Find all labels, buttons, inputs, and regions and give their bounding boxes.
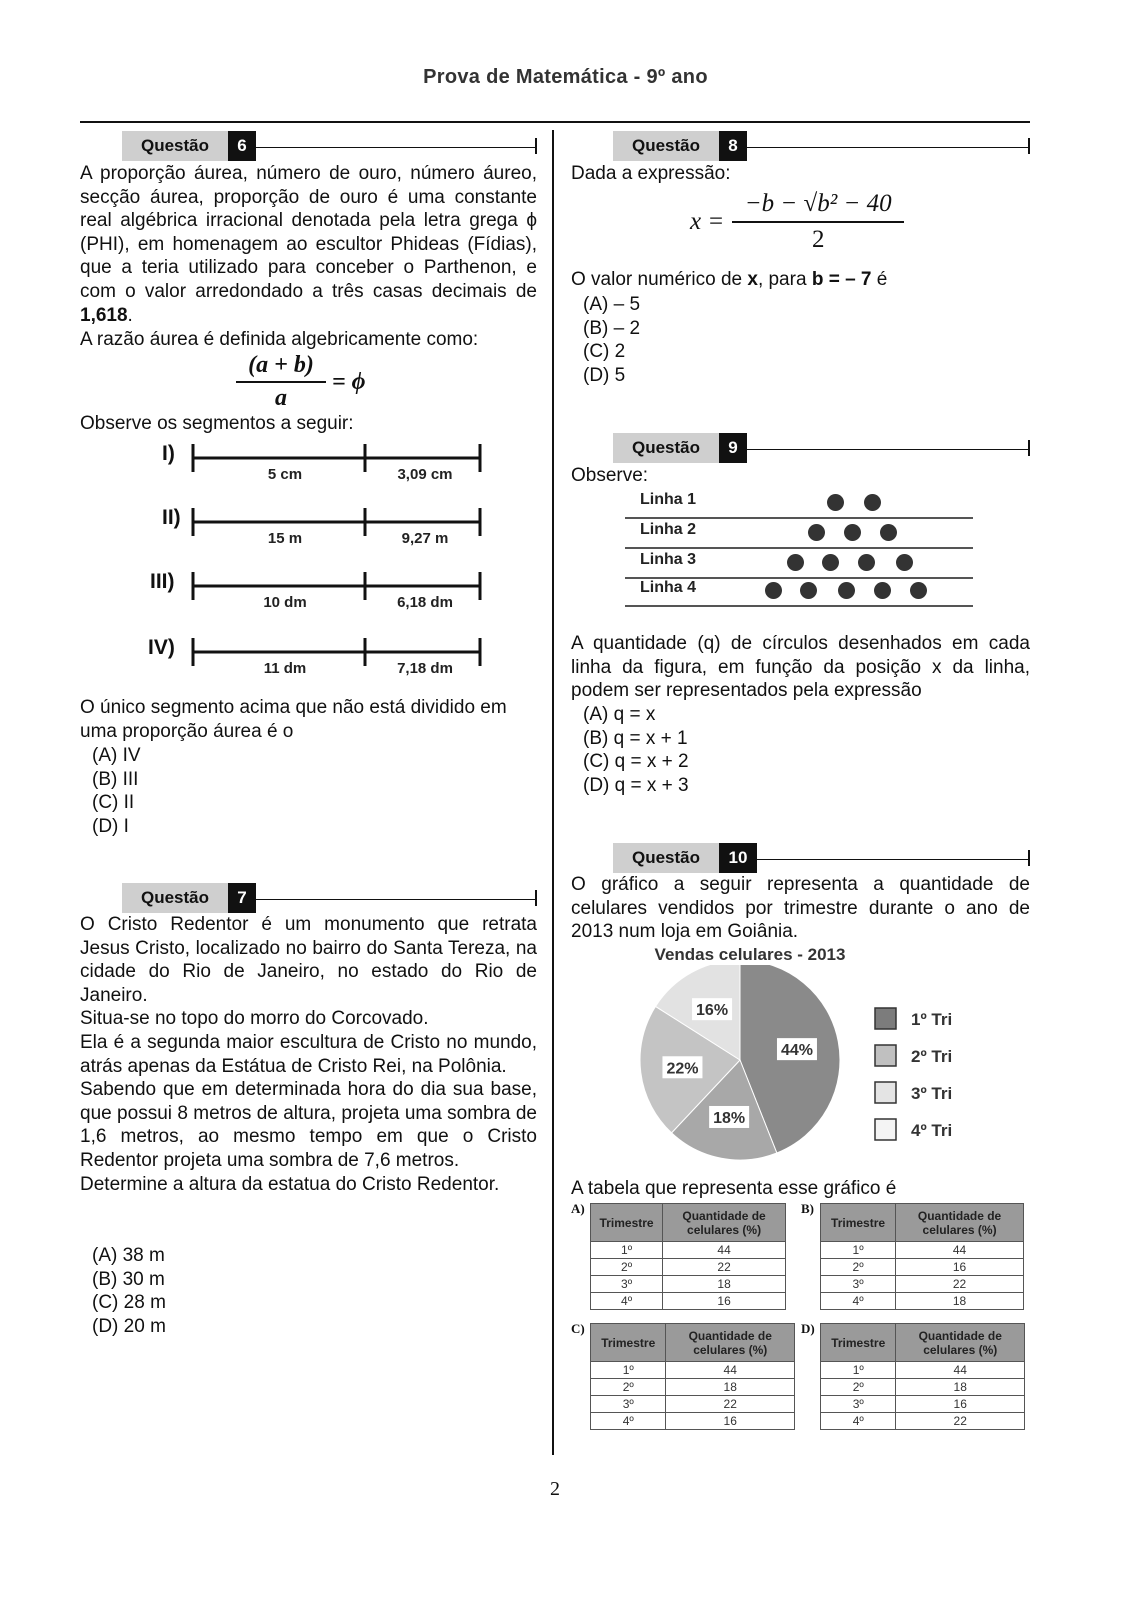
- q6-text: A proporção áurea, número de ouro, número áureo, secção áurea, proporção de ouro é uma constante real algébrica irracional denotada pela letra grega ϕ (PHI), em homenagem ao escultor Phideas (Fídias), que a teria utilizado para conceber o Parthenon, e com o valor arredondado a três casas decimais de: [80, 163, 537, 302]
- table-row: [821, 1379, 1025, 1396]
- cell-trimestre: 1º: [591, 1362, 666, 1379]
- table-letter[interactable]: C): [571, 1321, 585, 1336]
- header-divider: [80, 121, 1030, 123]
- header-rule-end: [1028, 440, 1030, 456]
- segment-label: I): [162, 442, 175, 465]
- golden-ratio-formula: [236, 352, 366, 412]
- data-label: 22%: [666, 1060, 699, 1078]
- q7-options: [80, 1244, 166, 1338]
- page-number: 2: [550, 1478, 560, 1500]
- row-label: Linha 1: [640, 491, 697, 508]
- segment-label: II): [162, 506, 181, 529]
- option-b[interactable]: (B) III: [92, 768, 139, 790]
- option-b[interactable]: (B) 30 m: [92, 1268, 165, 1290]
- segment-part-b: 3,09 cm: [397, 466, 453, 483]
- table-row: [821, 1396, 1025, 1413]
- cell-trimestre: 4º: [821, 1293, 896, 1310]
- question-8-header: [613, 131, 1030, 161]
- q8-question: [571, 268, 887, 292]
- cell-trimestre: 3º: [591, 1276, 663, 1293]
- segment-part-a: 11 dm: [263, 660, 307, 677]
- cell-trimestre: 2º: [821, 1379, 896, 1396]
- circle-dot: [827, 494, 844, 511]
- question-label: Questão: [613, 433, 719, 463]
- cell-value: 16: [896, 1259, 1024, 1276]
- q8-text: O valor numérico de: [571, 269, 748, 290]
- q10-question: A tabela que representa esse gráfico é: [571, 1178, 897, 1199]
- q9-intro: Observe:: [571, 465, 649, 486]
- header-rule-end: [535, 138, 537, 154]
- circle-dot: [896, 554, 913, 571]
- header-quantidade: Quantidade de celulares (%): [896, 1324, 1025, 1362]
- column-divider: [552, 130, 554, 1455]
- segment-3: [140, 566, 500, 616]
- table-row: [591, 1259, 786, 1276]
- option-a[interactable]: (A) – 5: [583, 294, 641, 315]
- segment-1: [140, 438, 500, 488]
- option-b[interactable]: (B) q = x + 1: [583, 727, 688, 749]
- cell-trimestre: 2º: [591, 1379, 666, 1396]
- q6-question: O único segmento acima que não está dividido em uma proporção áurea é o: [80, 697, 507, 742]
- dot-row-2: [625, 519, 973, 549]
- header-trimestre: Trimestre: [821, 1324, 896, 1362]
- header-rule-end: [535, 890, 537, 906]
- question-6-header: [122, 131, 537, 161]
- option-d[interactable]: (D) 5: [583, 364, 626, 386]
- formula-denominator: 2: [811, 225, 825, 253]
- header-rule: [747, 147, 1028, 148]
- segment-4: [140, 632, 500, 682]
- dot-row-3: [625, 549, 973, 579]
- option-c[interactable]: (C) q = x + 2: [583, 751, 689, 773]
- header-rule-end: [1028, 138, 1030, 154]
- legend-swatch: [875, 1045, 896, 1066]
- fraction-bar: [236, 381, 326, 383]
- cell-value: 44: [896, 1242, 1024, 1259]
- question-number: 7: [228, 883, 256, 913]
- q7-paragraph: Situa-se no topo do morro do Corcovado.: [80, 1008, 429, 1030]
- option-c[interactable]: (C) 28 m: [92, 1292, 166, 1314]
- q8-variable: x: [747, 269, 758, 290]
- question-number: 9: [719, 433, 747, 463]
- table-row: [591, 1379, 795, 1396]
- answer-table-d: [820, 1323, 1025, 1430]
- header-quantidade: Quantidade de celulares (%): [896, 1204, 1024, 1242]
- segment-part-b: 7,18 dm: [397, 660, 453, 677]
- circle-dot: [864, 494, 881, 511]
- segment-part-a: 15 m: [267, 530, 303, 547]
- q7-question: Determine a altura da estatua do Cristo Redentor.: [80, 1173, 500, 1195]
- table-row: [821, 1276, 1024, 1293]
- circle-dot: [880, 524, 897, 541]
- cell-value: 18: [666, 1379, 795, 1396]
- q6-observe: Observe os segmentos a seguir:: [80, 413, 354, 434]
- header-trimestre: Trimestre: [821, 1204, 896, 1242]
- formula-numerator: −b − √b² − 40: [744, 190, 892, 217]
- q8-text: é: [871, 269, 888, 290]
- circle-dot: [765, 582, 782, 599]
- legend-label: 1º Tri: [911, 1010, 953, 1029]
- cell-value: 22: [896, 1413, 1025, 1430]
- option-a[interactable]: (A) 38 m: [92, 1245, 165, 1266]
- cell-trimestre: 2º: [591, 1259, 663, 1276]
- table-row: [821, 1293, 1024, 1310]
- q9-question: A quantidade (q) de círculos desenhados em cada linha da figura, em função da posição x da linha, podem ser representados pela expressão: [571, 633, 1030, 702]
- q8-intro: Dada a expressão:: [571, 163, 731, 184]
- header-quantidade: Quantidade de celulares (%): [666, 1324, 795, 1362]
- legend-swatch: [875, 1119, 896, 1140]
- cell-value: 18: [896, 1379, 1025, 1396]
- q7-paragraph: Ela é a segunda maior escultura de Cristo no mundo, atrás apenas da Estátua de Cristo Rei, na Polônia.: [80, 1031, 537, 1077]
- q6-paragraph: [80, 162, 537, 327]
- answer-table-b: [820, 1203, 1024, 1310]
- circle-dot: [858, 554, 875, 571]
- option-d[interactable]: (D) I: [92, 815, 129, 837]
- table-row: [821, 1242, 1024, 1259]
- table-row: [591, 1396, 795, 1413]
- table-letter[interactable]: D): [801, 1321, 815, 1336]
- header-rule: [747, 449, 1028, 450]
- formula-denominator: a: [275, 385, 287, 411]
- legend-label: 3º Tri: [911, 1084, 953, 1103]
- table-row: [591, 1413, 795, 1430]
- question-number: 6: [228, 131, 256, 161]
- q9-options: [571, 703, 689, 797]
- q8-options: [571, 293, 640, 387]
- row-label: Linha 2: [640, 521, 697, 538]
- circle-dot: [787, 554, 804, 571]
- segment-part-a: 5 cm: [267, 466, 303, 483]
- dot-row-4: [625, 577, 973, 607]
- segment-2: [140, 502, 500, 552]
- cell-value: 44: [663, 1242, 786, 1259]
- expression-formula: [690, 190, 904, 254]
- legend-swatch: [875, 1008, 896, 1029]
- table-row: [591, 1362, 795, 1379]
- header-rule: [757, 859, 1028, 860]
- q7-text: [80, 913, 537, 1196]
- q8-b-value: b = – 7: [811, 269, 872, 290]
- cell-value: 18: [896, 1293, 1024, 1310]
- segment-label: III): [150, 570, 175, 593]
- circle-dot: [844, 524, 861, 541]
- option-a[interactable]: (A) IV: [92, 745, 141, 766]
- header-trimestre: Trimestre: [591, 1324, 666, 1362]
- question-7-header: [122, 883, 537, 913]
- table-letter[interactable]: A): [571, 1201, 585, 1216]
- cell-value: 22: [663, 1259, 786, 1276]
- question-label: Questão: [122, 883, 228, 913]
- table-row: [591, 1242, 786, 1259]
- cell-value: 22: [896, 1276, 1024, 1293]
- question-label: Questão: [613, 843, 719, 873]
- page-title: Prova de Matemática - 9º ano: [423, 66, 708, 88]
- circle-dot: [874, 582, 891, 599]
- data-label: 16%: [696, 1002, 729, 1020]
- circle-dot: [838, 582, 855, 599]
- table-row: [591, 1276, 786, 1293]
- header-quantidade: Quantidade de celulares (%): [663, 1204, 786, 1242]
- cell-value: 16: [663, 1293, 786, 1310]
- table-header-row: [591, 1204, 786, 1242]
- cell-trimestre: 2º: [821, 1259, 896, 1276]
- table-row: [591, 1293, 786, 1310]
- cell-trimestre: 3º: [821, 1276, 896, 1293]
- header-rule: [256, 147, 535, 148]
- q7-paragraph: Sabendo que em determinada hora do dia sua base, que possui 8 metros de altura, projeta uma sombra de 1,6 metros, ao mesmo tempo em que o Cristo Redentor projeta uma sombra de 7,6 metros.: [80, 1079, 537, 1171]
- data-label: 18%: [713, 1109, 746, 1127]
- dot-row-1: [625, 489, 973, 519]
- header-trimestre: Trimestre: [591, 1204, 663, 1242]
- cell-value: 44: [896, 1362, 1025, 1379]
- pie-chart: [630, 965, 1030, 1165]
- legend-swatch: [875, 1082, 896, 1103]
- option-a[interactable]: (A) q = x: [583, 704, 656, 725]
- q6-phi-value: 1,618: [80, 304, 128, 326]
- fraction-bar: [732, 221, 904, 223]
- option-b[interactable]: (B) – 2: [583, 317, 641, 339]
- q10-intro: O gráfico a seguir representa a quantidade de celulares vendidos por trimestre durante o ano de 2013 num loja em Goiânia.: [571, 874, 1030, 943]
- question-number: 10: [719, 843, 757, 873]
- answer-table-a: [590, 1203, 786, 1310]
- question-9-header: [613, 433, 1030, 463]
- q7-paragraph: O Cristo Redentor é um monumento que retrata Jesus Cristo, localizado no bairro do Santa Tereza, na cidade do Rio de Janeiro, no estado do Rio de Janeiro.: [80, 914, 537, 1006]
- cell-value: 18: [663, 1276, 786, 1293]
- option-d[interactable]: (D) 20 m: [92, 1315, 166, 1337]
- formula-lhs: x =: [690, 207, 725, 235]
- question-label: Questão: [613, 131, 719, 161]
- segment-part-a: 10 dm: [263, 594, 307, 611]
- circle-dot: [822, 554, 839, 571]
- q8-text: , para: [757, 269, 812, 290]
- table-letter[interactable]: B): [801, 1201, 814, 1216]
- cell-trimestre: 4º: [591, 1413, 666, 1430]
- legend-label: 2º Tri: [911, 1047, 953, 1066]
- legend-label: 4º Tri: [911, 1121, 953, 1140]
- answer-table-c: [590, 1323, 795, 1430]
- header-rule: [256, 899, 535, 900]
- formula-numerator: (a + b): [248, 352, 314, 378]
- row-label: Linha 4: [640, 579, 697, 596]
- row-label: Linha 3: [640, 551, 697, 568]
- cell-trimestre: 1º: [821, 1242, 896, 1259]
- option-c[interactable]: (C) 2: [583, 341, 626, 363]
- segment-label: IV): [148, 636, 175, 659]
- question-label: Questão: [122, 131, 228, 161]
- cell-trimestre: 1º: [821, 1362, 896, 1379]
- segment-part-b: 9,27 m: [401, 530, 449, 547]
- cell-trimestre: 4º: [821, 1413, 896, 1430]
- q6-text-end: .: [127, 304, 133, 326]
- cell-value: 16: [896, 1396, 1025, 1413]
- cell-trimestre: 1º: [591, 1242, 663, 1259]
- cell-trimestre: 4º: [591, 1293, 663, 1310]
- header-rule-end: [1028, 850, 1030, 866]
- circle-dot: [800, 582, 817, 599]
- table-header-row: [591, 1324, 795, 1362]
- question-10-header: [613, 843, 1030, 873]
- option-d[interactable]: (D) q = x + 3: [583, 774, 689, 796]
- cell-trimestre: 3º: [821, 1396, 896, 1413]
- data-label: 44%: [780, 1042, 813, 1060]
- question-number: 8: [719, 131, 747, 161]
- cell-value: 44: [666, 1362, 795, 1379]
- option-c[interactable]: (C) II: [92, 792, 135, 814]
- q6-options: [80, 744, 141, 838]
- circle-dot: [808, 524, 825, 541]
- cell-value: 16: [666, 1413, 795, 1430]
- segment-part-b: 6,18 dm: [397, 594, 453, 611]
- q6-definition: A razão áurea é definida algebricamente como:: [80, 329, 479, 350]
- chart-title: Vendas celulares - 2013: [654, 945, 846, 964]
- cell-value: 22: [666, 1396, 795, 1413]
- circle-dot: [910, 582, 927, 599]
- table-row: [821, 1362, 1025, 1379]
- cell-trimestre: 3º: [591, 1396, 666, 1413]
- table-header-row: [821, 1204, 1024, 1242]
- table-row: [821, 1259, 1024, 1276]
- formula-rhs: = ϕ: [332, 368, 366, 395]
- table-row: [821, 1413, 1025, 1430]
- table-header-row: [821, 1324, 1025, 1362]
